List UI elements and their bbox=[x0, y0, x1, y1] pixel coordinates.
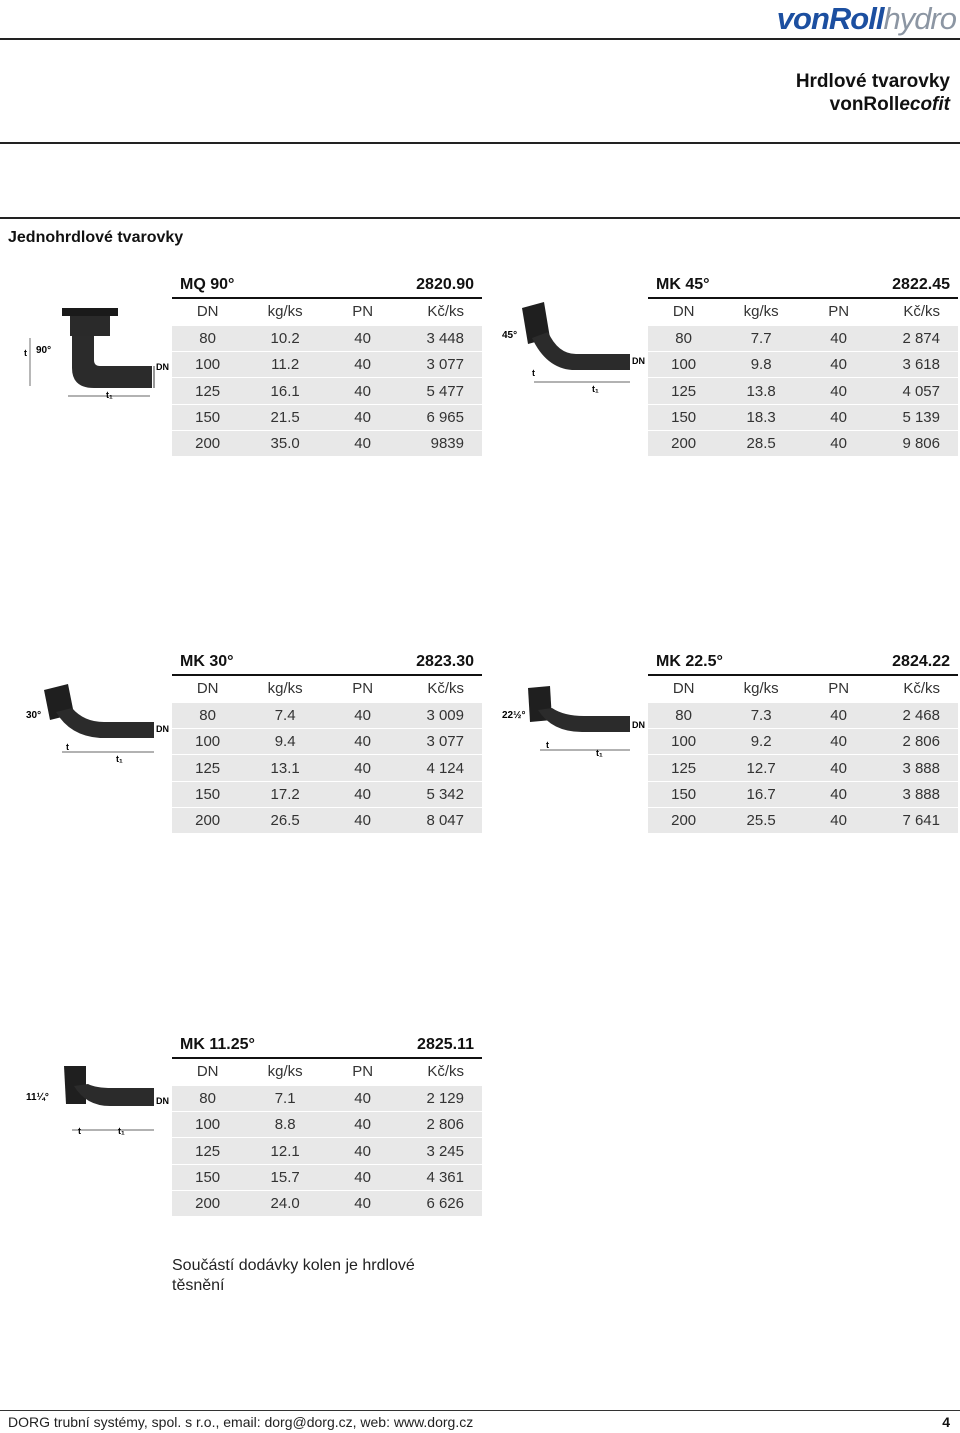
product-code: 2820.90 bbox=[416, 276, 474, 293]
table-header-row bbox=[648, 676, 958, 702]
product-code: 2825.11 bbox=[417, 1036, 474, 1053]
t1-label: t₁ bbox=[592, 384, 599, 394]
table-cell: 17.2 bbox=[243, 781, 327, 807]
product-name: MK 11.25° bbox=[180, 1036, 255, 1053]
table-cell: 10.2 bbox=[243, 325, 327, 351]
table-cell: 5 342 bbox=[398, 781, 482, 807]
table-cell: 9.4 bbox=[243, 729, 327, 755]
table-cell: 6 965 bbox=[398, 404, 482, 430]
table-row bbox=[172, 378, 482, 404]
table-cell: 35.0 bbox=[243, 430, 327, 456]
table-cell: 40 bbox=[327, 404, 398, 430]
table-header-row bbox=[172, 299, 482, 325]
product-table-mk11 bbox=[172, 1033, 482, 1217]
table-cell: 100 bbox=[648, 352, 719, 378]
table-cell: 40 bbox=[803, 755, 874, 781]
table-cell: 40 bbox=[327, 325, 398, 351]
table-cell: 150 bbox=[648, 404, 719, 430]
column-header: kg/ks bbox=[243, 1059, 327, 1085]
t-label: t bbox=[546, 740, 549, 750]
product-table-mk45 bbox=[648, 273, 958, 457]
spec-table bbox=[648, 299, 958, 457]
table-row bbox=[172, 1138, 482, 1164]
table-row bbox=[648, 702, 958, 728]
table-cell: 16.1 bbox=[243, 378, 327, 404]
table-cell: 40 bbox=[803, 807, 874, 833]
table-cell: 40 bbox=[327, 755, 398, 781]
table-cell: 40 bbox=[803, 702, 874, 728]
table-cell: 6 626 bbox=[398, 1190, 482, 1216]
table-cell: 12.7 bbox=[719, 755, 803, 781]
product-name: MK 45° bbox=[656, 276, 710, 293]
angle-label: 45° bbox=[502, 330, 518, 341]
column-header: Kč/ks bbox=[874, 676, 958, 702]
table-cell: 28.5 bbox=[719, 430, 803, 456]
product-name: MK 22.5° bbox=[656, 653, 723, 670]
table-cell: 40 bbox=[327, 430, 398, 456]
table-cell: 7.4 bbox=[243, 702, 327, 728]
table-cell: 3 077 bbox=[398, 729, 482, 755]
table-cell: 8 047 bbox=[398, 807, 482, 833]
table-cell: 5 139 bbox=[874, 404, 958, 430]
t1-label: t₁ bbox=[116, 754, 123, 764]
table-cell: 8.8 bbox=[243, 1112, 327, 1138]
table-cell: 40 bbox=[803, 781, 874, 807]
table-row bbox=[172, 807, 482, 833]
table-cell: 40 bbox=[803, 325, 874, 351]
fitting-drawing-mq90 bbox=[22, 298, 172, 408]
spec-table bbox=[648, 676, 958, 834]
page-number: 4 bbox=[942, 1414, 950, 1430]
table-cell: 40 bbox=[327, 729, 398, 755]
t-label: t bbox=[78, 1126, 81, 1136]
delivery-note: Součástí dodávky kolen je hrdlové těsnění bbox=[172, 1257, 415, 1294]
table-row bbox=[648, 729, 958, 755]
t-label: t bbox=[66, 742, 69, 752]
table-cell: 40 bbox=[327, 1112, 398, 1138]
table-cell: 200 bbox=[172, 807, 243, 833]
table-header-row bbox=[172, 676, 482, 702]
table-cell: 3 077 bbox=[398, 352, 482, 378]
table-row bbox=[172, 702, 482, 728]
table-cell: 80 bbox=[172, 325, 243, 351]
product-table-mq90 bbox=[172, 273, 482, 457]
column-header: Kč/ks bbox=[398, 299, 482, 325]
column-header: DN bbox=[172, 1059, 243, 1085]
table-cell: 100 bbox=[172, 1112, 243, 1138]
product-table-mk22 bbox=[648, 650, 958, 834]
column-header: PN bbox=[327, 676, 398, 702]
section-rule bbox=[0, 217, 960, 219]
table-cell: 2 468 bbox=[874, 702, 958, 728]
spec-table bbox=[172, 676, 482, 834]
table-row bbox=[648, 404, 958, 430]
table-cell: 25.5 bbox=[719, 807, 803, 833]
angle-label: 30° bbox=[26, 710, 42, 721]
table-cell: 80 bbox=[648, 325, 719, 351]
table-cell: 150 bbox=[172, 1164, 243, 1190]
table-cell: 100 bbox=[172, 352, 243, 378]
table-cell: 125 bbox=[648, 755, 719, 781]
column-header: DN bbox=[648, 299, 719, 325]
table-row bbox=[172, 1085, 482, 1111]
spec-table bbox=[172, 299, 482, 457]
fitting-drawing-mk30 bbox=[22, 678, 174, 768]
product-name: MQ 90° bbox=[180, 276, 235, 293]
table-cell: 150 bbox=[172, 781, 243, 807]
table-cell: 4 124 bbox=[398, 755, 482, 781]
angle-label: 90° bbox=[36, 345, 52, 356]
table-cell: 2 874 bbox=[874, 325, 958, 351]
table-cell: 40 bbox=[803, 352, 874, 378]
table-cell: 26.5 bbox=[243, 807, 327, 833]
table-cell: 40 bbox=[803, 430, 874, 456]
table-cell: 150 bbox=[172, 404, 243, 430]
table-row bbox=[172, 729, 482, 755]
table-row bbox=[648, 430, 958, 456]
table-cell: 100 bbox=[648, 729, 719, 755]
table-cell: 24.0 bbox=[243, 1190, 327, 1216]
table-cell: 200 bbox=[648, 430, 719, 456]
table-cell: 7 641 bbox=[874, 807, 958, 833]
table-header-row bbox=[172, 1059, 482, 1085]
table-cell: 80 bbox=[172, 702, 243, 728]
table-cell: 3 448 bbox=[398, 325, 482, 351]
product-code: 2823.30 bbox=[416, 653, 474, 670]
table-row bbox=[172, 1112, 482, 1138]
spec-table bbox=[172, 1059, 482, 1217]
section-heading: Jednohrdlové tvarovky bbox=[8, 229, 184, 246]
table-cell: 200 bbox=[172, 1190, 243, 1216]
table-cell: 200 bbox=[648, 807, 719, 833]
product-table-mk30 bbox=[172, 650, 482, 834]
t1-label: t₁ bbox=[596, 748, 603, 758]
table-cell: 9.2 bbox=[719, 729, 803, 755]
table-cell: 3 009 bbox=[398, 702, 482, 728]
table-cell: 40 bbox=[327, 352, 398, 378]
table-cell: 40 bbox=[803, 729, 874, 755]
column-header: kg/ks bbox=[719, 299, 803, 325]
table-row bbox=[172, 404, 482, 430]
table-cell: 40 bbox=[327, 781, 398, 807]
table-cell: 12.1 bbox=[243, 1138, 327, 1164]
table-cell: 9839 bbox=[398, 430, 482, 456]
table-cell: 15.7 bbox=[243, 1164, 327, 1190]
table-cell: 40 bbox=[803, 404, 874, 430]
table-cell: 9 806 bbox=[874, 430, 958, 456]
product-name: MK 30° bbox=[180, 653, 234, 670]
t1-label: t₁ bbox=[118, 1126, 125, 1136]
column-header: PN bbox=[327, 299, 398, 325]
product-header bbox=[648, 273, 958, 299]
table-cell: 80 bbox=[172, 1085, 243, 1111]
table-cell: 3 618 bbox=[874, 352, 958, 378]
table-cell: 40 bbox=[327, 1138, 398, 1164]
product-header bbox=[172, 273, 482, 299]
top-rule bbox=[0, 38, 960, 40]
table-cell: 4 057 bbox=[874, 378, 958, 404]
table-cell: 80 bbox=[648, 702, 719, 728]
column-header: DN bbox=[172, 299, 243, 325]
table-row bbox=[172, 755, 482, 781]
table-cell: 200 bbox=[172, 430, 243, 456]
dn-label: DN bbox=[156, 724, 169, 734]
table-row bbox=[648, 378, 958, 404]
table-cell: 7.1 bbox=[243, 1085, 327, 1111]
table-row bbox=[648, 325, 958, 351]
product-header bbox=[172, 1033, 482, 1059]
table-row bbox=[648, 352, 958, 378]
column-header: kg/ks bbox=[243, 676, 327, 702]
table-cell: 9.8 bbox=[719, 352, 803, 378]
product-header bbox=[172, 650, 482, 676]
t-label: t bbox=[24, 348, 27, 358]
angle-label: 22½° bbox=[502, 710, 526, 721]
column-header: DN bbox=[648, 676, 719, 702]
table-cell: 125 bbox=[172, 378, 243, 404]
table-cell: 16.7 bbox=[719, 781, 803, 807]
table-cell: 2 806 bbox=[874, 729, 958, 755]
table-cell: 7.3 bbox=[719, 702, 803, 728]
table-cell: 13.1 bbox=[243, 755, 327, 781]
footer-rule bbox=[0, 1410, 960, 1411]
table-cell: 4 361 bbox=[398, 1164, 482, 1190]
table-cell: 40 bbox=[327, 1085, 398, 1111]
column-header: PN bbox=[803, 676, 874, 702]
table-cell: 7.7 bbox=[719, 325, 803, 351]
column-header: kg/ks bbox=[719, 676, 803, 702]
table-row bbox=[648, 807, 958, 833]
brand-logo: vonRollhydro bbox=[776, 1, 956, 36]
table-cell: 18.3 bbox=[719, 404, 803, 430]
column-header: Kč/ks bbox=[398, 676, 482, 702]
fitting-drawing-mk22 bbox=[498, 680, 650, 770]
dn-label: DN bbox=[632, 356, 645, 366]
table-cell: 21.5 bbox=[243, 404, 327, 430]
table-cell: 40 bbox=[327, 1190, 398, 1216]
column-header: PN bbox=[803, 299, 874, 325]
table-cell: 3 888 bbox=[874, 755, 958, 781]
table-cell: 40 bbox=[803, 378, 874, 404]
table-cell: 40 bbox=[327, 378, 398, 404]
table-row bbox=[172, 781, 482, 807]
table-row bbox=[648, 781, 958, 807]
product-header bbox=[648, 650, 958, 676]
table-cell: 100 bbox=[172, 729, 243, 755]
table-cell: 40 bbox=[327, 807, 398, 833]
table-cell: 11.2 bbox=[243, 352, 327, 378]
table-row bbox=[172, 325, 482, 351]
table-row bbox=[172, 352, 482, 378]
table-row bbox=[172, 1190, 482, 1216]
table-row bbox=[172, 1164, 482, 1190]
t1-label: t₁ bbox=[106, 390, 113, 400]
column-header: PN bbox=[327, 1059, 398, 1085]
table-cell: 3 245 bbox=[398, 1138, 482, 1164]
dn-label: DN bbox=[156, 1096, 169, 1106]
table-cell: 40 bbox=[327, 1164, 398, 1190]
table-header-row bbox=[648, 299, 958, 325]
table-cell: 13.8 bbox=[719, 378, 803, 404]
title-rule bbox=[0, 142, 960, 144]
product-code: 2822.45 bbox=[892, 276, 950, 293]
table-cell: 2 806 bbox=[398, 1112, 482, 1138]
angle-label: 11¼° bbox=[26, 1092, 49, 1103]
dn-label: DN bbox=[632, 720, 645, 730]
column-header: DN bbox=[172, 676, 243, 702]
page-title: Hrdlové tvarovky vonRollecofit bbox=[795, 71, 950, 115]
dn-label: DN bbox=[156, 362, 169, 372]
table-cell: 2 129 bbox=[398, 1085, 482, 1111]
column-header: Kč/ks bbox=[874, 299, 958, 325]
footer-contact: DORG trubní systémy, spol. s r.o., email: dorg@dorg.cz, web: www.dorg.cz bbox=[8, 1414, 474, 1430]
table-cell: 5 477 bbox=[398, 378, 482, 404]
table-cell: 125 bbox=[648, 378, 719, 404]
table-row bbox=[172, 430, 482, 456]
product-code: 2824.22 bbox=[892, 653, 950, 670]
fitting-drawing-mk45 bbox=[498, 298, 650, 408]
column-header: Kč/ks bbox=[398, 1059, 482, 1085]
column-header: kg/ks bbox=[243, 299, 327, 325]
table-row bbox=[648, 755, 958, 781]
table-cell: 125 bbox=[172, 755, 243, 781]
fitting-drawing-mk11 bbox=[22, 1060, 174, 1150]
table-cell: 40 bbox=[327, 702, 398, 728]
t-label: t bbox=[532, 368, 535, 378]
table-cell: 125 bbox=[172, 1138, 243, 1164]
table-cell: 3 888 bbox=[874, 781, 958, 807]
table-cell: 150 bbox=[648, 781, 719, 807]
